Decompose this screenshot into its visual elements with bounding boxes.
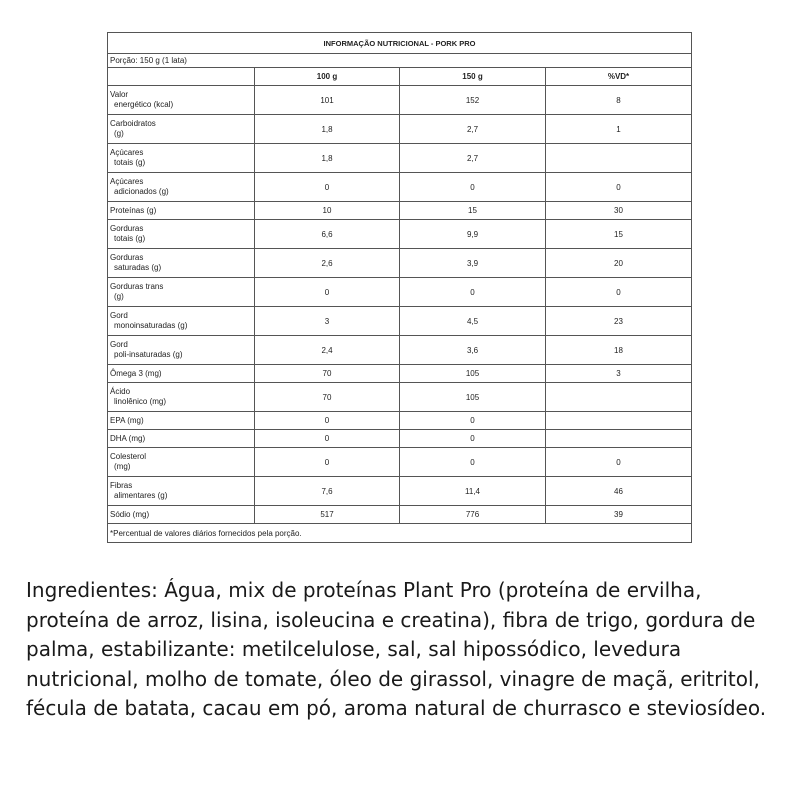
nutrient-label [108, 412, 255, 430]
nutrient-label-line2: monoinsaturadas (g) [114, 321, 188, 330]
nutrient-label [108, 202, 255, 220]
nutrient-label-line1: Ômega 3 (mg) [110, 368, 162, 378]
value-150g: 4,5 [400, 307, 546, 336]
value-150g: 0 [400, 412, 546, 430]
table-row [108, 202, 692, 220]
nutrient-label-line1: DHA (mg) [110, 433, 146, 443]
table-row [108, 249, 692, 278]
value-vd: 46 [546, 477, 692, 506]
nutrient-label-line2: linolênico (mg) [114, 397, 167, 406]
value-150g: 11,4 [400, 477, 546, 506]
nutrient-label-line1: Gorduras [110, 253, 144, 262]
value-vd: 0 [546, 278, 692, 307]
nutrient-label [108, 307, 255, 336]
nutrient-label-line2: energético (kcal) [114, 100, 174, 109]
table-row [108, 173, 692, 202]
table-row [108, 448, 692, 477]
nutrient-label-line1: Gorduras [110, 224, 144, 233]
value-vd: 0 [546, 448, 692, 477]
table-row [108, 383, 692, 412]
footnote: *Percentual de valores diários fornecidos pela porção. [108, 524, 692, 543]
nutrition-table [107, 32, 692, 543]
value-100g: 0 [255, 448, 400, 477]
header-100g: 100 g [255, 68, 400, 86]
nutrient-label [108, 278, 255, 307]
table-row [108, 412, 692, 430]
nutrient-label-line1: Gorduras trans [110, 282, 164, 291]
table-row [108, 307, 692, 336]
value-100g: 2,6 [255, 249, 400, 278]
value-100g: 70 [255, 365, 400, 383]
nutrient-label-line1: Açúcares [110, 177, 144, 186]
value-100g: 1,8 [255, 115, 400, 144]
nutrient-label [108, 365, 255, 383]
value-vd: 1 [546, 115, 692, 144]
nutrient-label-line1: Gord [110, 340, 128, 349]
nutrition-table-title: INFORMAÇÃO NUTRICIONAL - PORK PRO [108, 33, 692, 54]
nutrient-label [108, 336, 255, 365]
nutrient-label [108, 506, 255, 524]
value-vd: 39 [546, 506, 692, 524]
nutrient-label [108, 115, 255, 144]
value-100g: 1,8 [255, 144, 400, 173]
value-150g: 0 [400, 430, 546, 448]
value-vd: 3 [546, 365, 692, 383]
value-150g: 9,9 [400, 220, 546, 249]
value-150g: 3,6 [400, 336, 546, 365]
nutrient-label [108, 448, 255, 477]
value-150g: 105 [400, 365, 546, 383]
nutrient-label-line1: Sódio (mg) [110, 509, 150, 519]
value-150g: 0 [400, 173, 546, 202]
table-row [108, 144, 692, 173]
nutrient-label-line1: Carboidratos [110, 119, 156, 128]
nutrient-label-line2: alimentares (g) [114, 491, 168, 500]
header-nutrient [108, 68, 255, 86]
value-100g: 6,6 [255, 220, 400, 249]
value-vd: 23 [546, 307, 692, 336]
value-vd: 20 [546, 249, 692, 278]
nutrient-label-line2: totais (g) [114, 234, 146, 243]
value-vd: 18 [546, 336, 692, 365]
portion-info: Porção: 150 g (1 lata) [108, 54, 692, 68]
value-100g: 0 [255, 412, 400, 430]
value-100g: 0 [255, 173, 400, 202]
nutrient-label [108, 249, 255, 278]
value-100g: 0 [255, 278, 400, 307]
value-vd: 0 [546, 173, 692, 202]
nutrient-label-line2: (g) [114, 292, 124, 301]
value-100g: 3 [255, 307, 400, 336]
nutrient-label-line2: (mg) [114, 462, 131, 471]
nutrient-label-line2: adicionados (g) [114, 187, 169, 196]
table-row [108, 115, 692, 144]
value-100g: 10 [255, 202, 400, 220]
value-100g: 7,6 [255, 477, 400, 506]
value-150g: 2,7 [400, 115, 546, 144]
nutrient-label [108, 383, 255, 412]
value-150g: 2,7 [400, 144, 546, 173]
value-100g: 0 [255, 430, 400, 448]
nutrient-label-line1: Proteínas (g) [110, 205, 157, 215]
nutrient-label [108, 173, 255, 202]
nutrient-label [108, 220, 255, 249]
nutrient-label-line2: poli-insaturadas (g) [114, 350, 183, 359]
value-100g: 70 [255, 383, 400, 412]
table-row [108, 477, 692, 506]
table-row [108, 220, 692, 249]
value-vd [546, 430, 692, 448]
nutrient-label [108, 430, 255, 448]
table-row [108, 506, 692, 524]
nutrient-label [108, 86, 255, 115]
value-100g: 2,4 [255, 336, 400, 365]
value-150g: 0 [400, 278, 546, 307]
value-vd [546, 383, 692, 412]
value-vd [546, 412, 692, 430]
nutrient-label [108, 477, 255, 506]
nutrient-label-line1: Colesterol [110, 452, 147, 461]
value-vd: 30 [546, 202, 692, 220]
value-vd [546, 144, 692, 173]
nutrient-label-line1: EPA (mg) [110, 415, 144, 425]
nutrient-label [108, 144, 255, 173]
table-row [108, 365, 692, 383]
table-row [108, 278, 692, 307]
nutrient-label-line1: Gord [110, 311, 128, 320]
value-100g: 517 [255, 506, 400, 524]
nutrient-label-line2: totais (g) [114, 158, 146, 167]
ingredients-text: Ingredientes: Água, mix de proteínas Plant Pro (proteína de ervilha, proteína de arroz, lisina, isoleucina e creatina), fibra de trigo, gordura de palma, estabilizante: metilcelulose, sal, sal hipossódico, levedura nutricional, molho de tomate, óleo de girassol, vinagre de maçã, eritritol, fécula de batata, cacau em pó, aroma natural de churrasco e steviosídeo. [26, 578, 767, 720]
header-vd: %VD* [546, 68, 692, 86]
value-150g: 105 [400, 383, 546, 412]
header-150g: 150 g [400, 68, 546, 86]
nutrition-rows [108, 86, 692, 524]
nutrient-label-line1: Ácido [110, 387, 131, 396]
value-vd: 8 [546, 86, 692, 115]
nutrient-label-line2: saturadas (g) [114, 263, 162, 272]
table-row [108, 336, 692, 365]
nutrient-label-line1: Valor [110, 90, 129, 99]
table-row [108, 430, 692, 448]
table-row [108, 86, 692, 115]
value-vd: 15 [546, 220, 692, 249]
value-150g: 0 [400, 448, 546, 477]
nutrient-label-line1: Fibras [110, 481, 133, 490]
value-100g: 101 [255, 86, 400, 115]
nutrient-label-line2: (g) [114, 129, 124, 138]
value-150g: 15 [400, 202, 546, 220]
nutrient-label-line1: Açúcares [110, 148, 144, 157]
value-150g: 776 [400, 506, 546, 524]
value-150g: 152 [400, 86, 546, 115]
value-150g: 3,9 [400, 249, 546, 278]
